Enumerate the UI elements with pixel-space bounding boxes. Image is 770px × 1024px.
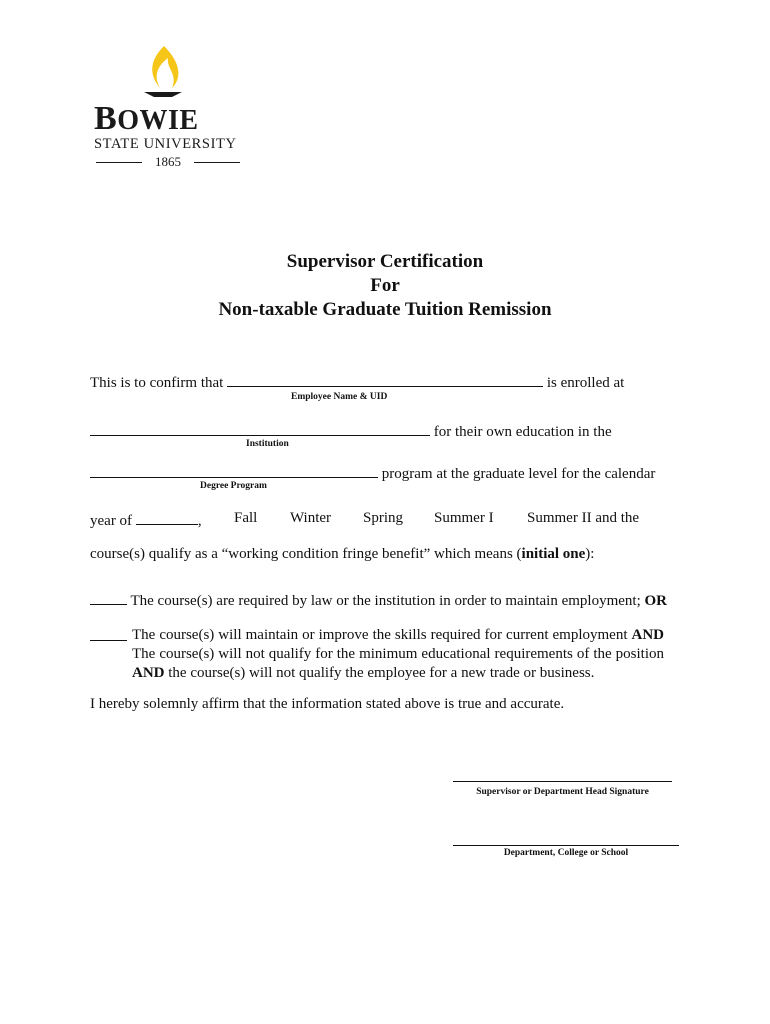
year-field[interactable]	[136, 510, 198, 525]
department-caption: Department, College or School	[503, 848, 629, 858]
term-winter: Winter	[290, 510, 332, 526]
degree-caption: Degree Program	[200, 481, 267, 491]
employee-name-field[interactable]	[227, 372, 543, 387]
qualify-line: course(s) qualify as a “working condition fringe benefit” which means (initial one):	[90, 546, 595, 562]
option-1	[90, 590, 667, 610]
education-suffix: for their own education in the	[433, 424, 612, 440]
torch-flame-icon	[138, 44, 188, 102]
institution-field[interactable]	[90, 421, 430, 436]
year-prefix: year of	[90, 513, 133, 529]
program-suffix: program at the graduate level for the calendar	[381, 466, 656, 482]
confirm-line	[90, 372, 624, 392]
confirm-prefix: This is to confirm that	[90, 375, 224, 391]
employee-caption: Employee Name & UID	[291, 392, 388, 402]
supervisor-signature-caption: Supervisor or Department Head Signature	[476, 787, 649, 797]
university-logo	[90, 44, 250, 174]
department-line[interactable]	[453, 845, 679, 846]
option-2-initial-field[interactable]	[90, 626, 127, 646]
year-line: year of ,	[90, 510, 202, 530]
logo-year: 1865	[90, 154, 246, 170]
term-spring: Spring	[363, 510, 404, 526]
supervisor-signature-line[interactable]	[453, 781, 672, 782]
term-summer-1: Summer I	[434, 510, 494, 526]
initial-one-label: initial one	[521, 546, 586, 562]
option-2-text: The course(s) will maintain or improve the skills required for current employment AND The course(s) will not qualify for the minimum educational requirements of the position AND the course(s) will not qualify the employee for a new trade or business.	[132, 627, 664, 681]
option-1-text: The course(s) are required by law or the institution in order to maintain employment;	[130, 593, 641, 609]
title-line-3: Non-taxable Graduate Tuition Remission	[218, 299, 552, 320]
option-1-or: OR	[644, 593, 668, 609]
title-line-2: For	[370, 275, 400, 296]
institution-caption: Institution	[246, 439, 289, 449]
degree-line	[90, 463, 655, 483]
term-summer-2: Summer II and the	[527, 510, 640, 526]
term-fall: Fall	[234, 510, 258, 526]
affirmation-text: I hereby solemnly affirm that the information stated above is true and accurate.	[90, 696, 565, 712]
title-line-1: Supervisor Certification	[286, 251, 484, 272]
logo-subtitle: STATE UNIVERSITY	[94, 136, 237, 152]
enrolled-suffix: is enrolled at	[546, 375, 625, 391]
option-1-initial-field[interactable]	[90, 590, 127, 605]
degree-program-field[interactable]	[90, 463, 378, 478]
logo-wordmark: BOWIE	[94, 100, 199, 137]
institution-line	[90, 421, 612, 441]
